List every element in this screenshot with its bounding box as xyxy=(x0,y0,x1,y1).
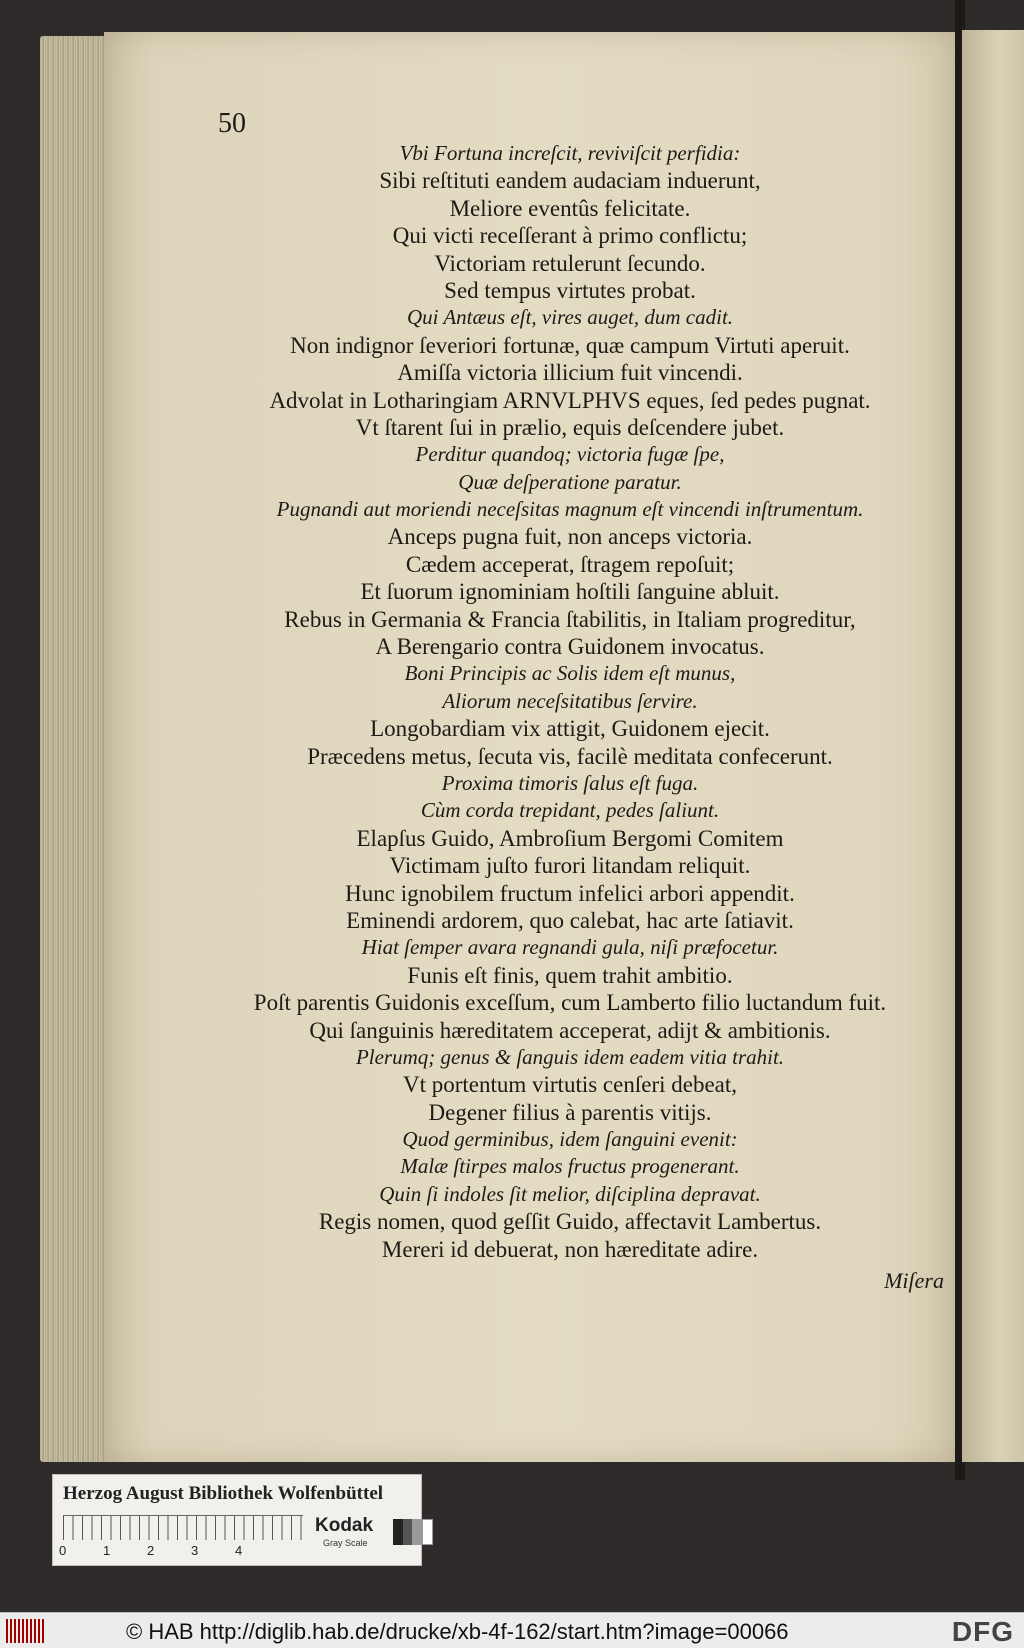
text-line: Hunc ignobilem fructum infelici arbori appendit. xyxy=(345,880,795,906)
scale-number: 0 xyxy=(59,1543,67,1558)
page-text xyxy=(190,140,950,1263)
text-line: Malæ ſtirpes malos fructus progenerant. xyxy=(400,1154,740,1179)
text-line: Quod germinibus, idem ſanguini evenit: xyxy=(402,1127,738,1152)
page-number: 50 xyxy=(218,108,246,139)
scale-ruler xyxy=(63,1515,303,1540)
page-edge-stack xyxy=(40,36,106,1462)
text-line: Boni Principis ac Solis idem eſt munus, xyxy=(404,661,736,686)
text-line: Meliore eventûs felicitate. xyxy=(449,195,691,221)
scale-number: 3 xyxy=(191,1543,199,1558)
text-line: Rebus in Germania & Francia ſtabilitis, in Italiam progreditur, xyxy=(284,606,856,632)
scale-number: 4 xyxy=(235,1543,243,1558)
kodak-subtitle: Gray Scale xyxy=(323,1538,368,1548)
text-line: Cùm corda trepidant, pedes ſaliunt. xyxy=(420,798,720,823)
text-line: Poſt parentis Guidonis exceſſum, cum Lamberto filio luctandum fuit. xyxy=(253,990,887,1016)
text-line: Eminendi ardorem, quo calebat, hac arte ſatiavit. xyxy=(346,907,794,933)
text-line: Victimam juſto furori litandam reliquit. xyxy=(389,853,751,879)
text-line: Non indignor ſeveriori fortunæ, quæ campum Virtuti aperuit. xyxy=(290,332,850,358)
text-line: Funis eſt finis, quem trahit ambitio. xyxy=(407,962,733,988)
text-line: Regis nomen, quod geſſit Guido, affectavit Lambertus. xyxy=(318,1209,822,1235)
text-line: Vt ſtarent ſui in prælio, equis deſcendere jubet. xyxy=(355,414,785,440)
footer-bar xyxy=(0,1612,1024,1648)
text-line: A Berengario contra Guidonem invocatus. xyxy=(375,634,765,660)
text-line: Advolat in Lotharingiam ARNVLPHVS eques, ſed pedes pugnat. xyxy=(269,387,871,413)
text-line: Anceps pugna fuit, non anceps victoria. xyxy=(387,524,753,550)
scale-number: 1 xyxy=(103,1543,111,1558)
hab-logo-icon xyxy=(6,1619,44,1643)
gray-scale-patches xyxy=(393,1519,433,1545)
text-line: Aliorum neceſsitatibus ſervire. xyxy=(442,688,698,713)
text-line: Proxima timoris ſalus eſt fuga. xyxy=(441,770,699,795)
text-line: Perditur quandoq; victoria fugæ ſpe, xyxy=(415,442,725,467)
text-line: Longobardiam vix attigit, Guidonem ejecit. xyxy=(370,716,770,742)
text-line: Amiſſa victoria illicium fuit vincendi. xyxy=(397,360,743,386)
text-line: Quin ſi indoles ſit melior, diſciplina depravat. xyxy=(379,1181,761,1206)
text-line: Qui victi receſſerant à primo conflictu; xyxy=(392,223,748,249)
facing-page-edge xyxy=(962,30,1024,1462)
catchword: Miſera xyxy=(884,1268,944,1293)
text-line: Hiat ſemper avara regnandi gula, niſi præfocetur. xyxy=(361,935,779,960)
text-line: Victoriam retulerunt ſecundo. xyxy=(434,250,706,276)
text-line: Pugnandi aut moriendi neceſsitas magnum eſt vincendi inſtrumentum. xyxy=(276,497,864,522)
text-line: Et ſuorum ignominiam hoſtili ſanguine abluit. xyxy=(360,579,780,605)
library-label-title: Herzog August Bibliothek Wolfenbüttel xyxy=(63,1483,384,1504)
text-line: Elapſus Guido, Ambroſium Bergomi Comitem xyxy=(356,825,784,851)
text-line: Vbi Fortuna increſcit, reviviſcit perfidia: xyxy=(399,141,741,165)
text-line: Degener filius à parentis vitijs. xyxy=(428,1099,712,1125)
text-line: Præcedens metus, ſecuta vis, facilè meditata confecerunt. xyxy=(307,743,833,769)
footer-url[interactable]: © HAB http://diglib.hab.de/drucke/xb-4f-162/start.htm?image=00066 xyxy=(126,1619,789,1644)
text-line: Vt portentum virtutis cenſeri debeat, xyxy=(402,1072,738,1098)
scale-number: 2 xyxy=(147,1543,155,1558)
text-line: Mereri id debuerat, non hæreditate adire. xyxy=(381,1236,759,1262)
text-line: Cædem acceperat, ſtragem repoſuit; xyxy=(405,551,735,577)
dfg-logo: DFG xyxy=(951,1616,1014,1647)
text-line: Plerumq; genus & ſanguis idem eadem vitia trahit. xyxy=(355,1044,785,1069)
text-line: Quæ deſperatione paratur. xyxy=(458,469,682,494)
text-line: Sibi reſtituti eandem audaciam induerunt, xyxy=(379,168,761,194)
kodak-logo: Kodak xyxy=(315,1515,374,1536)
text-line: Qui ſanguinis hæreditatem acceperat, adijt & ambitionis. xyxy=(309,1017,831,1043)
text-line: Qui Antæus eſt, vires auget, dum cadit. xyxy=(406,305,734,330)
library-label xyxy=(52,1474,422,1566)
text-line: Sed tempus virtutes probat. xyxy=(444,277,696,303)
